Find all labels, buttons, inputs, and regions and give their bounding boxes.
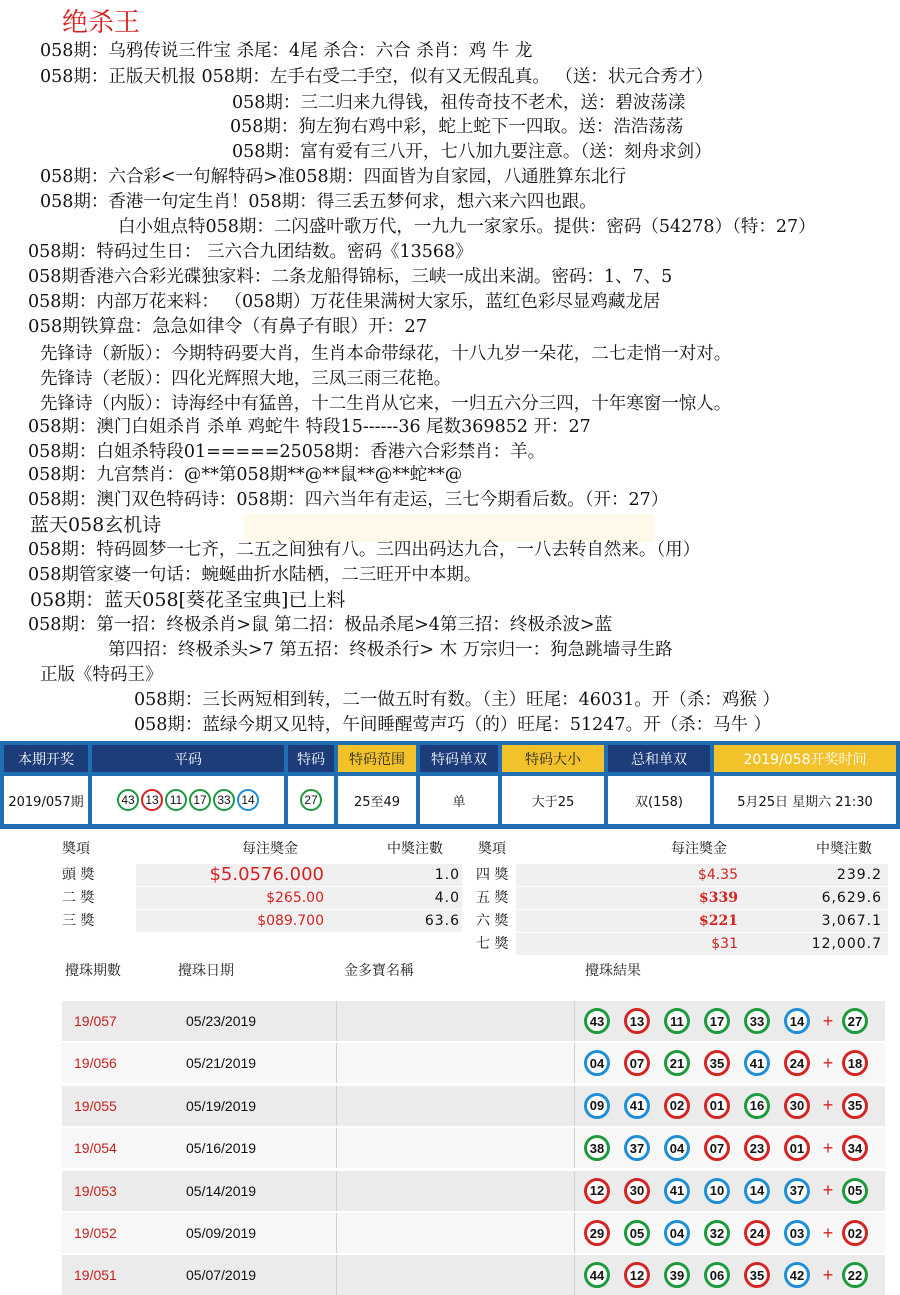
prize-count: 12,000.7 xyxy=(811,936,882,952)
column-divider xyxy=(336,1086,337,1126)
number-ball: 07 xyxy=(624,1050,650,1076)
draw-date: 05/16/2019 xyxy=(186,1140,257,1157)
prize-table-right xyxy=(476,838,888,952)
prize-row xyxy=(476,864,888,886)
draw-issue: 2019/057期 xyxy=(4,776,88,824)
prize-amount: $265.00 xyxy=(266,890,324,906)
number-ball: 09 xyxy=(584,1093,610,1119)
number-ball: 05 xyxy=(624,1220,650,1246)
special-number-ball: 27 xyxy=(300,789,322,811)
prediction-line: 058期：乌鸦传说三件宝 杀尾：4尾 杀合：六合 杀肖：鸡 牛 龙 xyxy=(40,41,533,61)
number-ball: 13 xyxy=(141,789,163,811)
header-current-draw: 本期开奖 xyxy=(4,745,88,772)
number-ball: 32 xyxy=(704,1220,730,1246)
draw-date: 05/21/2019 xyxy=(186,1055,257,1072)
prediction-line: 058期：特码圆梦一七齐，二五之间独有八。三四出码达九合，一八去转自然来。（用） xyxy=(28,540,701,560)
number-ball: 17 xyxy=(189,789,211,811)
prediction-line: 058期：六合彩<一句解特码>准058期：四面皆为自家园，八通胜算东北行 xyxy=(40,167,627,187)
prize-name: 二 獎 xyxy=(62,890,95,906)
history-header-result: 攪珠結果 xyxy=(585,963,641,979)
prize-name: 六 獎 xyxy=(476,913,509,929)
number-ball: 35 xyxy=(744,1262,770,1288)
number-ball: 37 xyxy=(624,1135,650,1161)
prediction-line: 058期：狗左狗右鸡中彩，蛇上蛇下一四取。送：浩浩荡荡 xyxy=(230,117,684,137)
column-divider xyxy=(336,1128,337,1168)
prediction-line: 先锋诗（内版）：诗海经中有猛兽，十二生肖从它来，一归五六分三四，十年寒窗一惊人。 xyxy=(40,394,732,414)
prediction-line: 058期：正版天机报 058期：左手右受二手空，似有又无假乱真。 （送：状元合秀才） xyxy=(40,67,713,87)
number-ball: 33 xyxy=(744,1008,770,1034)
special-number-ball: 34 xyxy=(842,1135,868,1161)
special-odd-even: 单 xyxy=(420,776,498,824)
number-ball: 02 xyxy=(664,1093,690,1119)
number-ball: 04 xyxy=(584,1050,610,1076)
column-divider xyxy=(336,1001,337,1041)
number-ball: 41 xyxy=(624,1093,650,1119)
prize-count: 6,629.6 xyxy=(821,890,882,906)
prediction-line: 058期铁算盘：急急如律令（有鼻子有眼）开：27 xyxy=(28,316,428,337)
prize-name: 七 獎 xyxy=(476,936,509,952)
draw-date: 05/19/2019 xyxy=(186,1097,257,1114)
special-number-ball: 35 xyxy=(842,1093,868,1119)
prediction-line: 蓝天058玄机诗 xyxy=(30,514,162,536)
prediction-line: 058期：九宫禁肖：@**第058期**@**鼠**@**蛇**@ xyxy=(28,465,463,485)
column-divider xyxy=(574,1128,575,1168)
draw-issue: 19/057 xyxy=(74,1013,117,1029)
header-special-range: 特码范围 xyxy=(338,745,416,772)
history-header-name: 金多寶名稱 xyxy=(344,963,414,979)
prediction-line: 058期：白姐杀特段01=====25058期：香港六合彩禁肖：羊。 xyxy=(28,442,546,462)
prize-amount: $221 xyxy=(699,913,738,929)
draw-issue: 19/056 xyxy=(74,1055,117,1072)
page-title: 绝杀王 xyxy=(62,8,141,38)
prize-row xyxy=(62,864,462,886)
header-special-odd-even: 特码单双 xyxy=(420,745,498,772)
prediction-line: 058期：澳门双色特码诗：058期：四六当年有走运，三七今期看后数。（开：27） xyxy=(28,490,669,510)
prediction-line: 058期：内部万花来料： （058期）万花佳果满树大家乐，蓝红色彩尽显鸡藏龙居 xyxy=(28,292,661,312)
special-number-ball: 05 xyxy=(842,1178,868,1204)
prize-header-count: 中奬注數 xyxy=(816,841,872,857)
special-number-ball: 27 xyxy=(842,1008,868,1034)
prediction-line: 058期香港六合彩光碟独家料：二条龙船得锦标，三峡一成出来湖。密码：1、7、5 xyxy=(28,267,673,287)
column-divider xyxy=(574,1043,575,1083)
prediction-line: 正版《特码王》 xyxy=(40,665,163,685)
prize-row xyxy=(476,910,888,932)
plus-icon: + xyxy=(822,1180,834,1201)
number-ball: 30 xyxy=(624,1178,650,1204)
prize-amount: $4.35 xyxy=(697,867,738,883)
number-ball: 03 xyxy=(784,1220,810,1246)
history-row xyxy=(62,1086,885,1126)
prediction-line: 058期：三二归来九得钱，祖传奇技不老术，送：碧波荡漾 xyxy=(232,93,686,113)
special-range: 25至49 xyxy=(338,776,416,824)
number-ball: 06 xyxy=(704,1262,730,1288)
draw-issue: 19/055 xyxy=(74,1097,117,1114)
prediction-line: 058期：香港一句定生肖！058期：得三丢五梦何求，想六来六四也跟。 xyxy=(40,192,597,212)
prediction-line: 先锋诗（老版）：四化光辉照大地，三凤三雨三花艳。 xyxy=(40,369,452,389)
prize-header-item: 奬項 xyxy=(478,841,506,857)
prize-count: 239.2 xyxy=(836,867,882,883)
draw-result-balls xyxy=(584,1213,868,1253)
number-ball: 10 xyxy=(704,1178,730,1204)
plus-icon: + xyxy=(822,1264,834,1285)
prize-header-amount: 每注奬金 xyxy=(242,841,298,857)
history-row xyxy=(62,1255,885,1295)
prize-count: 63.6 xyxy=(424,913,460,929)
header-special-size: 特码大小 xyxy=(502,745,604,772)
prediction-line: 058期：特码过生日： 三六合九团结数。密码《13568》 xyxy=(28,242,473,262)
prediction-line: 第四招：终极杀头>7 第五招：终极杀行> 木 万宗归一：狗急跳墙寻生路 xyxy=(108,640,673,660)
number-ball: 37 xyxy=(784,1178,810,1204)
draw-date: 05/14/2019 xyxy=(186,1182,257,1199)
number-ball: 17 xyxy=(704,1008,730,1034)
number-ball: 04 xyxy=(664,1220,690,1246)
prize-row xyxy=(476,887,888,909)
draw-result-balls xyxy=(584,1128,868,1168)
number-ball: 04 xyxy=(664,1135,690,1161)
header-regular-numbers: 平码 xyxy=(92,745,284,772)
prize-name: 頭 獎 xyxy=(62,867,95,883)
number-ball: 42 xyxy=(784,1262,810,1288)
special-number-ball: 02 xyxy=(842,1220,868,1246)
plus-icon: + xyxy=(822,1010,834,1031)
draw-date: 05/23/2019 xyxy=(186,1013,257,1029)
number-ball: 39 xyxy=(664,1262,690,1288)
plus-icon: + xyxy=(822,1052,834,1073)
history-row xyxy=(62,1043,885,1083)
prize-count: 1.0 xyxy=(434,867,460,883)
draw-result-balls xyxy=(584,1171,868,1211)
prize-header-count: 中奬注數 xyxy=(387,841,443,857)
number-ball: 33 xyxy=(213,789,235,811)
number-ball: 14 xyxy=(744,1178,770,1204)
number-ball: 14 xyxy=(237,789,259,811)
number-ball: 16 xyxy=(744,1093,770,1119)
number-ball: 41 xyxy=(744,1050,770,1076)
column-divider xyxy=(336,1043,337,1083)
number-ball: 14 xyxy=(784,1008,810,1034)
number-ball: 13 xyxy=(624,1008,650,1034)
history-header-issue: 攪珠期數 xyxy=(65,963,121,979)
prize-count: 3,067.1 xyxy=(821,913,882,929)
prediction-line: 058期：第一招：终极杀肖>鼠 第二招：极品杀尾>4第三招：终极杀波>蓝 xyxy=(28,615,613,635)
plus-icon: + xyxy=(822,1095,834,1116)
draw-result-balls xyxy=(584,1043,868,1083)
draw-result-balls xyxy=(584,1001,868,1041)
prediction-line: 058期管家婆一句话：蜿蜒曲折水陆栖，二三旺开中本期。 xyxy=(28,565,482,585)
header-draw-time: 2019/058开奖时间 xyxy=(714,745,896,772)
number-ball: 41 xyxy=(664,1178,690,1204)
highlight-strip xyxy=(244,514,654,542)
history-row xyxy=(62,1213,885,1253)
draw-issue: 19/053 xyxy=(74,1182,117,1199)
prediction-line: 058期：三长两短相到转，二一做五时有数。（主）旺尾：46031。开（杀：鸡猴 ） xyxy=(134,690,780,710)
history-row xyxy=(62,1171,885,1211)
plus-icon: + xyxy=(822,1222,834,1243)
regular-balls xyxy=(92,776,284,824)
number-ball: 12 xyxy=(584,1178,610,1204)
draw-date: 05/07/2019 xyxy=(186,1267,257,1284)
draw-time: 5月25日 星期六 21:30 xyxy=(714,776,896,824)
column-divider xyxy=(574,1213,575,1253)
number-ball: 24 xyxy=(784,1050,810,1076)
prediction-line: 058期：蓝天058[葵花圣宝典]已上料 xyxy=(30,589,346,611)
number-ball: 30 xyxy=(784,1093,810,1119)
prize-count: 4.0 xyxy=(434,890,460,906)
draw-issue: 19/054 xyxy=(74,1140,117,1157)
number-ball: 12 xyxy=(624,1262,650,1288)
number-ball: 43 xyxy=(117,789,139,811)
prize-name: 四 獎 xyxy=(476,867,509,883)
prize-header-item: 奬項 xyxy=(62,841,90,857)
header-special: 特码 xyxy=(288,745,334,772)
prediction-line: 058期：富有爱有三八开，七八加九要注意。（送：刻舟求剑） xyxy=(232,142,712,162)
number-ball: 11 xyxy=(165,789,187,811)
special-ball xyxy=(288,776,334,824)
column-divider xyxy=(574,1001,575,1041)
number-ball: 07 xyxy=(704,1135,730,1161)
prize-table-left xyxy=(62,838,462,938)
special-size: 大于25 xyxy=(502,776,604,824)
column-divider xyxy=(574,1086,575,1126)
plus-icon: + xyxy=(822,1137,834,1158)
number-ball: 43 xyxy=(584,1008,610,1034)
number-ball: 11 xyxy=(664,1008,690,1034)
prize-amount: $5.0576.000 xyxy=(209,864,324,885)
draw-result-table xyxy=(0,741,900,829)
prize-amount: $089.700 xyxy=(257,913,324,929)
prize-row xyxy=(476,933,888,955)
special-number-ball: 18 xyxy=(842,1050,868,1076)
prize-amount: $339 xyxy=(699,890,738,906)
special-number-ball: 22 xyxy=(842,1262,868,1288)
column-divider xyxy=(574,1171,575,1211)
column-divider xyxy=(336,1171,337,1211)
header-sum-odd-even: 总和单双 xyxy=(608,745,710,772)
number-ball: 01 xyxy=(784,1135,810,1161)
draw-issue: 19/051 xyxy=(74,1267,117,1284)
number-ball: 24 xyxy=(744,1220,770,1246)
prediction-line: 先锋诗（新版）：今期特码要大肖，生肖本命带绿花，十八九岁一朵花，二七走悄一对对。 xyxy=(40,344,732,364)
history-header-date: 攪珠日期 xyxy=(178,963,234,979)
draw-date: 05/09/2019 xyxy=(186,1225,257,1241)
draw-result-balls xyxy=(584,1255,868,1295)
number-ball: 29 xyxy=(584,1220,610,1246)
prize-name: 三 獎 xyxy=(62,913,95,929)
prize-row xyxy=(62,910,462,932)
prediction-line: 058期：蓝绿今期又见特，午间睡醒莺声巧（的）旺尾：51247。开（杀：马牛 ） xyxy=(134,715,772,735)
number-ball: 23 xyxy=(744,1135,770,1161)
draw-issue: 19/052 xyxy=(74,1225,117,1241)
number-ball: 35 xyxy=(704,1050,730,1076)
sum-odd-even: 双(158) xyxy=(608,776,710,824)
draw-result-balls xyxy=(584,1086,868,1126)
number-ball: 01 xyxy=(704,1093,730,1119)
column-divider xyxy=(574,1255,575,1295)
prize-row xyxy=(62,887,462,909)
prediction-line: 058期：澳门白姐杀肖 杀单 鸡蛇牛 特段15------36 尾数369852 开：27 xyxy=(28,417,591,437)
number-ball: 44 xyxy=(584,1262,610,1288)
history-row xyxy=(62,1001,885,1041)
prize-amount: $31 xyxy=(711,936,738,952)
prediction-line: 白小姐点特058期：二闪盛叶歌万代，一九九一家家乐。提供：密码（54278）（特：27） xyxy=(118,217,816,237)
prize-name: 五 獎 xyxy=(476,890,509,906)
prize-header-amount: 每注奬金 xyxy=(671,841,727,857)
history-row xyxy=(62,1128,885,1168)
number-ball: 38 xyxy=(584,1135,610,1161)
number-ball: 21 xyxy=(664,1050,690,1076)
column-divider xyxy=(336,1213,337,1253)
column-divider xyxy=(336,1255,337,1295)
